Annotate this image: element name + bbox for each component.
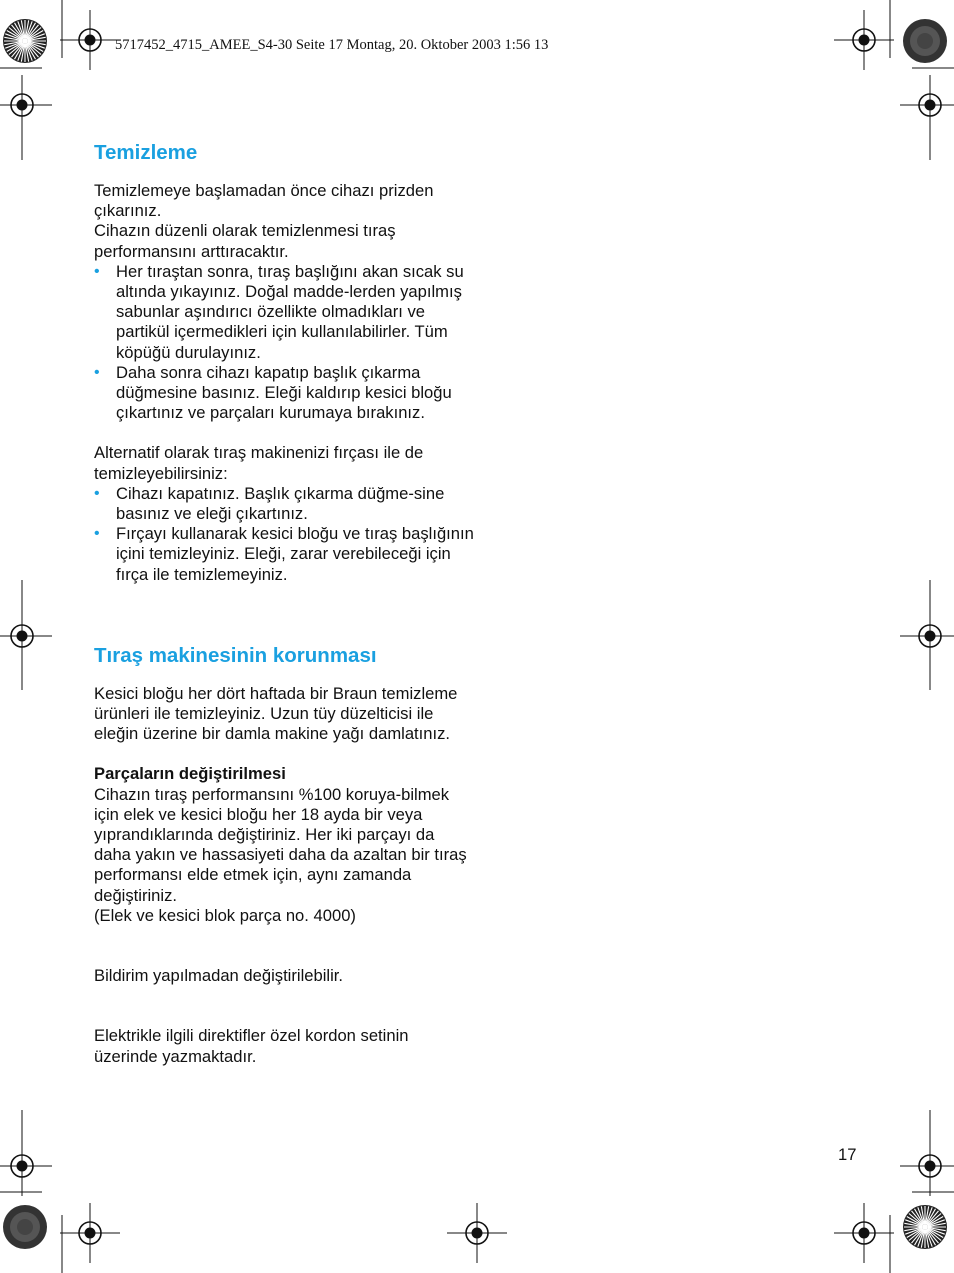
electrical-notice: Elektrikle ilgili direktifler özel kordon setinin üzerinde yazmaktadır.	[94, 1026, 409, 1066]
alternative-cleaning-intro: Alternatif olarak tıraş makinenizi fırçası ile de temizleyebilirsiniz:	[94, 443, 424, 483]
part-number: (Elek ve kesici blok parça no. 4000)	[94, 905, 356, 925]
print-slug: 5717452_4715_AMEE_S4-30 Seite 17 Montag, 20. Oktober 2003 1:56 13	[115, 37, 549, 53]
list-item	[94, 262, 474, 363]
replace-parts-title: Parçaların değiştirilmesi	[94, 764, 286, 784]
page-number: 17	[838, 1145, 857, 1164]
main-content	[94, 140, 474, 1067]
list-item	[94, 363, 474, 424]
list-item	[94, 524, 474, 585]
bullet-icon: •	[94, 525, 100, 543]
bullet-icon: •	[94, 363, 100, 381]
cleaning-intro-1: Temizlemeye başlamadan önce cihazı prizden çıkarınız.	[94, 181, 434, 221]
section-title-care: Tıraş makinesinin korunması	[94, 643, 377, 667]
list-item-text: Her tıraştan sonra, tıraş başlığını akan sıcak su altında yıkayınız. Doğal madde-lerden yapılmış sabunlar aşındırıcı özellikte olmadıkları ve partikül içermedikleri için kullanılabilirler. Tüm köpüğü durulayınız.	[116, 261, 464, 362]
cleaning-intro-2: Cihazın düzenli olarak temizlenmesi tıraş performansını arttıracaktır.	[94, 221, 396, 261]
list-item-text: Daha sonra cihazı kapatıp başlık çıkarma düğmesine basınız. Eleği kaldırıp kesici bloğu çıkartınız ve parçaları kurumaya bırakınız.	[116, 362, 452, 423]
list-item-text: Cihazı kapatınız. Başlık çıkarma düğme-sine basınız ve eleği çıkartınız.	[116, 483, 445, 524]
bullet-icon: •	[94, 262, 100, 280]
list-item	[94, 484, 474, 524]
replace-parts-body: Cihazın tıraş performansını %100 koruya-bilmek için elek ve kesici bloğu her 18 ayda bir veya yıprandıklarında değiştiriniz. Her iki parçayı da daha yakın ve hassasiyeti daha da azaltan bir tıraş performansı elde etmek için, aynı zamanda değiştiriniz.	[94, 784, 467, 905]
bullet-icon: •	[94, 484, 100, 502]
list-item-text: Fırçayı kullanarak kesici bloğu ve tıraş başlığının içini temizleyiniz. Eleği, zarar verebileceği için fırça ile temizlemeyiniz.	[116, 524, 474, 584]
care-body: Kesici bloğu her dört haftada bir Braun temizleme ürünleri ile temizleyiniz. Uzun tüy düzelticisi ile eleğin üzerine bir damla makine yağı damlatınız.	[94, 683, 458, 744]
change-notice: Bildirim yapılmadan değiştirilebilir.	[94, 966, 344, 986]
brush-cleaning-list	[94, 484, 474, 585]
cleaning-steps-list	[94, 262, 474, 424]
section-title-cleaning: Temizleme	[94, 141, 198, 164]
